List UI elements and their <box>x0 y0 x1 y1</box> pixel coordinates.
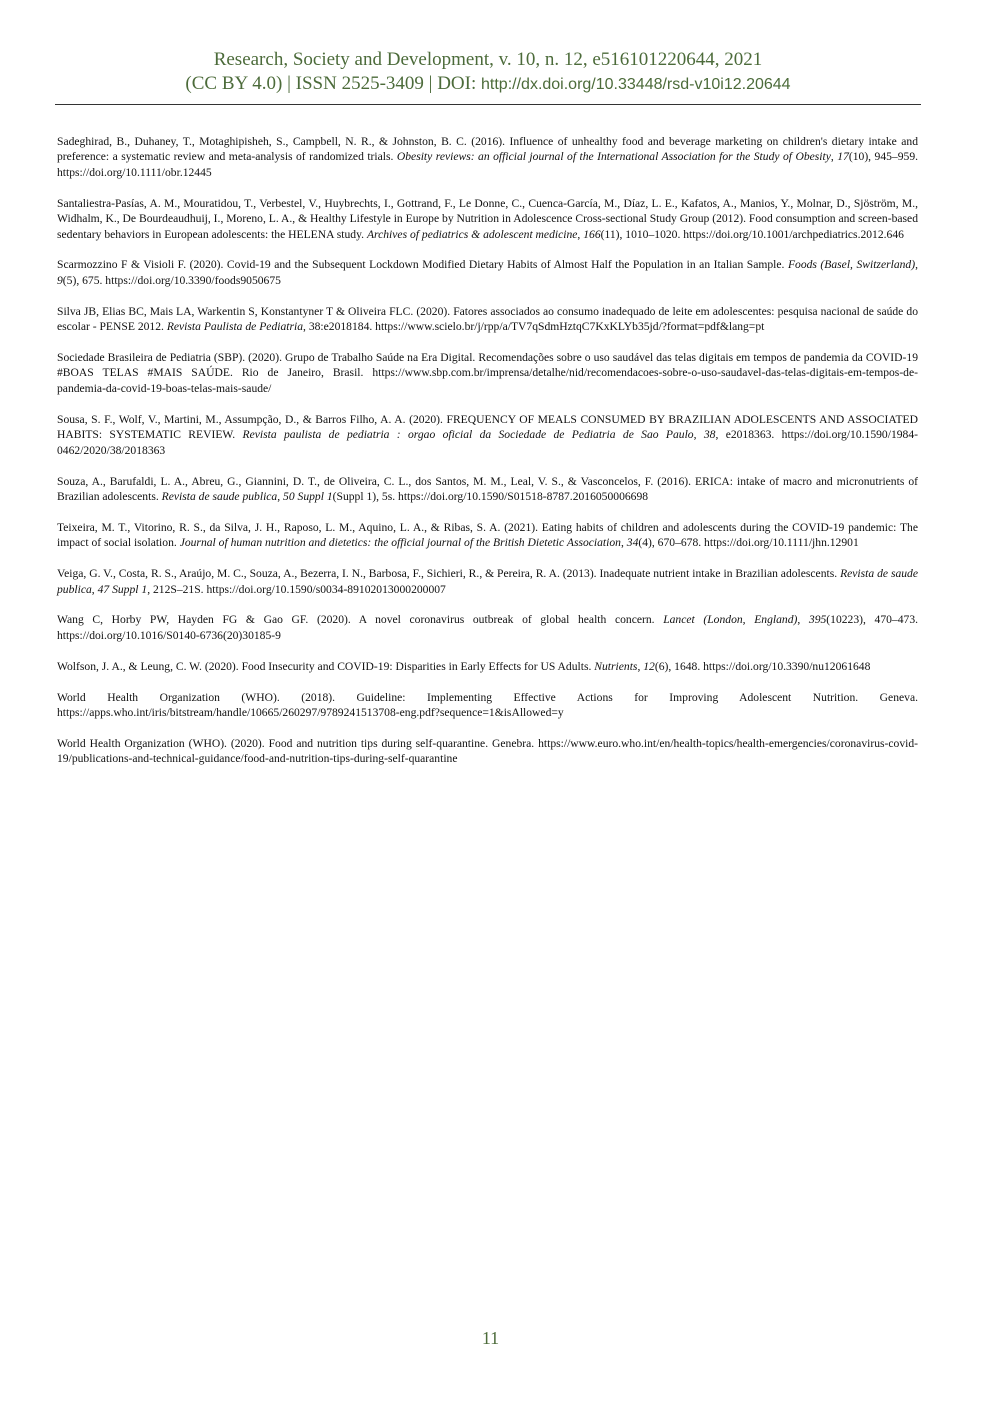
reference-text-segment: (4), 670–678. https://doi.org/10.1111/jhn.12901 <box>638 536 859 550</box>
reference-italic-segment: Archives of pediatrics & adolescent medicine <box>366 227 578 241</box>
reference-text-segment: , <box>830 150 838 164</box>
reference-text-segment: , <box>637 659 644 673</box>
page-number: 11 <box>481 1328 500 1348</box>
license-issn-doi-line <box>55 72 921 97</box>
reference-text-segment: , <box>693 428 704 442</box>
reference-text-segment: Scarmozzino F & Visioli F. (2020). Covid-19 and the Subsequent Lockdown Modified Dietary Habits of Almost Half the Population in an Italian Sample. <box>57 258 788 272</box>
reference-italic-segment: 34 <box>626 536 639 550</box>
reference-italic-segment: Lancet (London, England) <box>663 613 798 627</box>
reference-text-segment: Sadeghirad, B., Duhaney, T., Motaghipisheh, S., Campbell, N. R., & Johnston, B. C. (2016). Influence of unhealthy food and beverage marketing on children's dietary intake and preference: a systematic review and meta-analysis of randomized trials. <box>57 135 918 164</box>
reference-text-segment: (5), 675. https://doi.org/10.3390/foods9050675 <box>62 273 281 287</box>
doi-link[interactable]: http://dx.doi.org/10.33448/rsd-v10i12.20644 <box>481 76 791 93</box>
reference-text-segment: Souza, A., Barufaldi, L. A., Abreu, G., Giannini, D. T., de Oliveira, C. L., dos Santos, M. M., Leal, V. S., & Vasconcelos, F. (2016). ERICA: intake of macro and micronutrients of Brazilian adolescents. <box>57 474 918 503</box>
reference-entry <box>57 350 918 396</box>
reference-text-segment: Teixeira, M. T., Vitorino, R. S., da Silva, J. H., Raposo, L. M., Aquino, L. A., & Ribas, S. A. (2021). Eating habits of children and adolescents during the COVID-19 pandemic: The impact of social isolation. <box>57 520 918 550</box>
reference-text-segment: , <box>577 227 584 241</box>
reference-entry <box>57 566 918 597</box>
reference-entry <box>57 134 918 180</box>
reference-italic-segment: Foods (Basel, Switzerland) <box>787 258 916 272</box>
reference-entry <box>57 690 918 721</box>
reference-text-segment: , 38:e2018184. https://www.scielo.br/j/rpp/a/TV7qSdmHztqC7KxKLYb35jd/?format=pdf&lang=pt <box>303 320 765 334</box>
reference-text-segment: , <box>915 258 918 272</box>
reference-text-segment: Santaliestra-Pasías, A. M., Mouratidou, T., Verbestel, V., Huybrechts, I., Gottrand, F., Le Donne, C., Cuenca-García, M., Díaz, L. E., Kafatos, A., Manios, Y., Molnar, D., Sjöström, M., Widhalm, K., De Bourdeaudhuij, I., Moreno, L. A., & Healthy Lifestyle in Europe by Nutrition in Adolescence Cross-sectional Study Group (2012). Food consumption and screen-based sedentary behaviors in European adolescents: the HELENA study. <box>57 196 918 241</box>
reference-italic-segment: 9 <box>57 273 63 287</box>
reference-italic-segment: 166 <box>583 227 601 241</box>
reference-text-segment: (11), 1010–1020. https://doi.org/10.1001/archpediatrics.2012.646 <box>600 227 904 241</box>
reference-italic-segment: Revista Paulista de Pediatria <box>166 320 304 334</box>
reference-list <box>57 134 918 782</box>
reference-italic-segment: Nutrients <box>594 659 638 673</box>
reference-text-segment: , <box>277 489 284 503</box>
reference-text-segment: , <box>91 582 98 596</box>
reference-italic-segment: Revista de saude publica <box>161 489 278 503</box>
reference-text-segment: World Health Organization (WHO). (2018). Guideline: Implementing Effective Actions for Improving Adolescent Nutrition. Geneva. https://apps.who.int/iris/bitstream/handle/10665/260297/9789241513708-eng.pdf?sequence=1&isAllowed=y <box>57 690 918 720</box>
reference-italic-segment: 12 <box>643 659 655 673</box>
reference-italic-segment: Journal of human nutrition and dietetics: the official journal of the British Dietetic Association <box>179 536 621 550</box>
reference-text-segment: , <box>620 536 627 550</box>
reference-entry <box>57 659 918 674</box>
journal-citation-line: Research, Society and Development, v. 10, n. 12, e516101220644, 2021 <box>213 49 763 70</box>
reference-italic-segment: 17 <box>837 150 849 164</box>
reference-text-segment: Wolfson, J. A., & Leung, C. W. (2020). Food Insecurity and COVID-19: Disparities in Early Effects for US Adults. <box>57 659 595 673</box>
reference-entry <box>57 412 918 458</box>
reference-text-segment: Sousa, S. F., Wolf, V., Martini, M., Assumpção, D., & Barros Filho, A. A. (2020). FREQUENCY OF MEALS CONSUMED BY BRAZILIAN ADOLESCENTS AND ASSOCIATED HABITS: SYSTEMATIC REVIEW. <box>57 412 918 442</box>
reference-italic-segment: 395 <box>808 613 827 627</box>
reference-entry <box>57 257 918 288</box>
reference-entry <box>57 474 918 505</box>
reference-text-segment: Wang C, Horby PW, Hayden FG & Gao GF. (2020). A novel coronavirus outbreak of global health concern. <box>57 613 664 627</box>
reference-italic-segment: Obesity reviews: an official journal of the International Association for the Study of Obesity <box>396 150 831 164</box>
reference-italic-segment: 38 <box>703 428 716 442</box>
reference-italic-segment: Revista de saude publica <box>57 567 919 596</box>
reference-text-segment: (10223), 470–473. https://doi.org/10.1016/S0140-6736(20)30185-9 <box>57 613 919 642</box>
reference-entry <box>57 612 918 643</box>
header-divider <box>55 104 921 105</box>
reference-text-segment: (Suppl 1), 5s. https://doi.org/10.1590/S01518-8787.2016050006698 <box>332 489 649 503</box>
reference-text-segment: , e2018363. https://doi.org/10.1590/1984-0462/2020/38/2018363 <box>57 428 918 457</box>
reference-italic-segment: 50 Suppl 1 <box>283 489 333 503</box>
reference-italic-segment: Revista paulista de pediatria : orgao oficial da Sociedade de Pediatria de Sao Paulo <box>242 428 694 442</box>
reference-text-segment: , 212S–21S. https://doi.org/10.1590/s0034-89102013000200007 <box>147 582 446 596</box>
reference-text-segment: Sociedade Brasileira de Pediatria (SBP). (2020). Grupo de Trabalho Saúde na Era Digital. Recomendações sobre o uso saudável das telas digitais em tempos de pandemia da COVID-19 #BOAS TELAS #MAIS SAÚDE. Rio de Janeiro, Brasil. https://www.sbp.com.br/imprensa/detalhe/nid/recomendacoes-sobre-o-uso-saudavel-das-telas-digitais-em-tempos-de-pandemia-da-covid-19-boas-telas-mais-saude/ <box>57 351 918 395</box>
running-header <box>55 48 921 97</box>
reference-text-segment: (6), 1648. https://doi.org/10.3390/nu12061648 <box>654 659 871 673</box>
reference-entry <box>57 736 918 767</box>
reference-italic-segment: 47 Suppl 1 <box>97 582 148 596</box>
reference-text-segment: Silva JB, Elias BC, Mais LA, Warkentin S, Konstantyner T & Oliveira FLC. (2020). Fatores associados ao consumo inadequado de leite em adolescentes: pesquisa nacional de saúde do escolar - PENSE 2012. <box>57 304 918 334</box>
reference-text-segment: World Health Organization (WHO). (2020). Food and nutrition tips during self-quarantine. Genebra. https://www.euro.who.int/en/health-topics/health-emergencies/coronavirus-covid-19/publications-and-technical-guidance/food-and-nutrition-tips-during-self-quarantine <box>57 736 918 766</box>
reference-entry <box>57 520 918 551</box>
reference-text-segment: (10), 945–959. https://doi.org/10.1111/obr.12445 <box>57 150 919 179</box>
reference-text-segment: , <box>797 613 809 627</box>
license-issn-text: (CC BY 4.0) | ISSN 2525-3409 | DOI: <box>185 73 482 94</box>
reference-text-segment: Veiga, G. V., Costa, R. S., Araújo, M. C., Souza, A., Bezerra, I. N., Barbosa, F., Sichieri, R., & Pereira, R. A. (2013). Inadequate nutrient intake in Brazilian adolescents. <box>57 567 841 581</box>
reference-entry <box>57 196 918 242</box>
reference-entry <box>57 304 918 335</box>
